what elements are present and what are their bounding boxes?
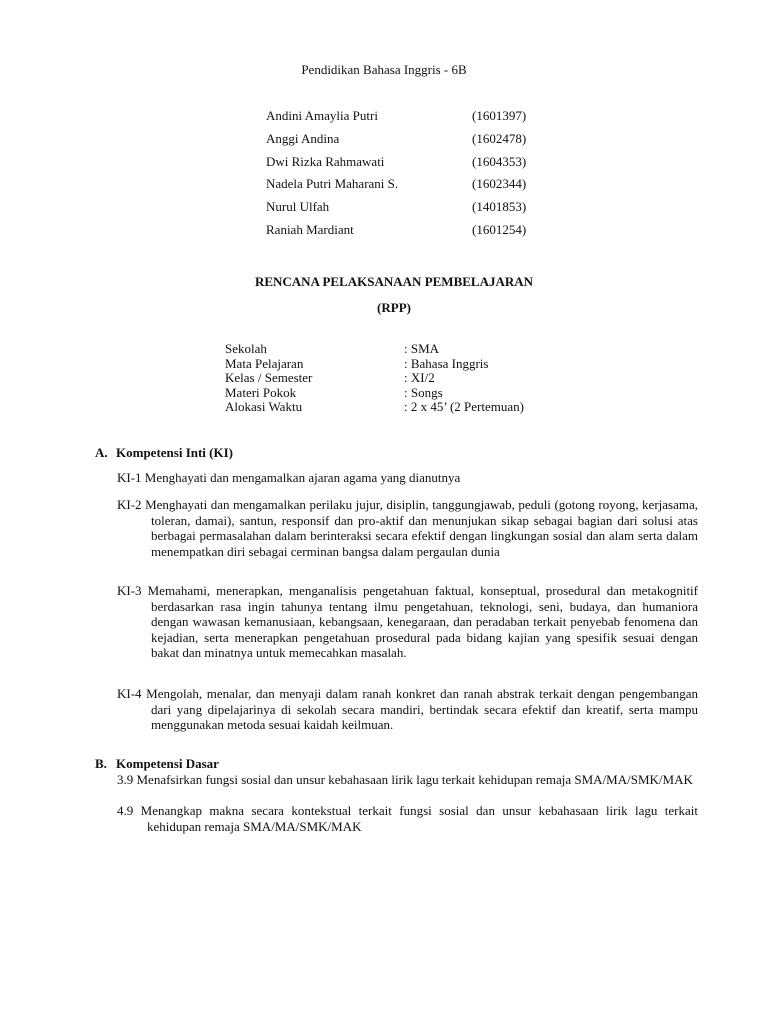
identity-label: Kelas / Semester — [225, 370, 313, 385]
identity-value: : XI/2 — [404, 370, 435, 385]
member-row — [266, 131, 566, 154]
group-members-list — [266, 108, 566, 245]
section-a-heading — [95, 445, 233, 461]
ki-2-paragraph: KI-2 Menghayati dan mengamalkan perilaku jujur, disiplin, tanggungjawab, peduli (gotong royong, kerjasama, toleran, damai), santun, responsif dan pro-aktif dan menunjukan sikap sebagai bagian dari solusi atas berbagai permasalahan dalam berinteraksi secara efektif dengan lingkungan sosial dan alam serta dalam menempatkan diri sebagai cerminan bangsa dalam pergaulan dunia — [117, 497, 698, 559]
member-name: Raniah Mardiant — [266, 221, 354, 237]
member-nim: (1601254) — [472, 221, 527, 237]
course-header: Pendidikan Bahasa Inggris - 6B — [301, 62, 467, 77]
member-row — [266, 176, 566, 199]
kd-3-9-paragraph: 3.9 Menafsirkan fungsi sosial dan unsur kebahasaan lirik lagu terkait kehidupan remaja SMA/MA/SMK/MAK — [117, 772, 693, 787]
identity-value: : Songs — [404, 384, 443, 400]
document-title: RENCANA PELAKSANAAN PEMBELAJARAN — [254, 274, 534, 289]
identity-row — [225, 385, 625, 400]
member-row — [266, 222, 566, 245]
kd-4-9-paragraph: 4.9 Menangkap makna secara kontekstual terkait fungsi sosial dan unsur kebahasaan lirik lagu terkait kehidupan remaja SMA/MA/SMK/MAK — [117, 803, 698, 834]
identity-row — [225, 370, 625, 385]
identity-label: Materi Pokok — [225, 384, 297, 400]
section-b-heading — [95, 756, 219, 772]
identity-label: Sekolah — [225, 341, 267, 356]
ki-4-paragraph: KI-4 Mengolah, menalar, dan menyaji dalam ranah konkret dan ranah abstrak terkait dengan pengembangan dari yang dipelajarinya di sekolah secara mandiri, bertindak secara efektif dan kreatif, serta mampu menggunakan metoda sesuai kaidah keilmuan. — [117, 686, 698, 732]
identity-value: : 2 x 45’ (2 Pertemuan) — [404, 399, 524, 414]
member-nim: (1602344) — [472, 176, 527, 192]
member-row — [266, 154, 566, 177]
identity-row — [225, 399, 625, 414]
member-nim: (1401853) — [472, 199, 527, 215]
member-nim: (1602478) — [472, 130, 527, 146]
identity-value: : Bahasa Inggris — [404, 355, 489, 371]
member-name: Nadela Putri Maharani S. — [266, 176, 399, 192]
identity-label: Alokasi Waktu — [225, 399, 303, 414]
member-nim: (1601397) — [472, 108, 527, 123]
member-row — [266, 199, 566, 222]
section-b-letter: B. — [95, 756, 107, 771]
ki-1-paragraph: KI-1 Menghayati dan mengamalkan ajaran agama yang dianutnya — [117, 470, 461, 485]
member-name: Dwi Rizka Rahmawati — [266, 153, 385, 169]
section-a-title: Kompetensi Inti (KI) — [116, 445, 233, 460]
section-a-letter: A. — [95, 445, 108, 460]
identity-row — [225, 356, 625, 371]
ki-3-paragraph: KI-3 Memahami, menerapkan, menganalisis pengetahuan faktual, konseptual, prosedural dan metakognitif berdasarkan rasa ingin tahunya tentang ilmu pengetahuan, teknologi, seni, budaya, dan humaniora dengan wawasan kemanusiaan, kebangsaan, kenegaraan, dan peradaban terkait penyebab fenomena dan kejadian, serta menerapkan pengetahuan prosedural pada bidang kajian yang spesifik sesuai dengan bakat dan minatnya untuk memecahkan masalah. — [117, 583, 698, 660]
identity-row — [225, 341, 625, 356]
identity-table — [225, 341, 625, 414]
document-subtitle: (RPP) — [377, 300, 411, 315]
identity-label: Mata Pelajaran — [225, 355, 304, 371]
section-b-title: Kompetensi Dasar — [116, 756, 219, 771]
member-name: Andini Amaylia Putri — [266, 108, 378, 123]
member-name: Anggi Andina — [266, 130, 340, 146]
member-row — [266, 108, 566, 131]
member-nim: (1604353) — [472, 153, 527, 169]
identity-value: : SMA — [404, 341, 440, 356]
member-name: Nurul Ulfah — [266, 199, 330, 215]
